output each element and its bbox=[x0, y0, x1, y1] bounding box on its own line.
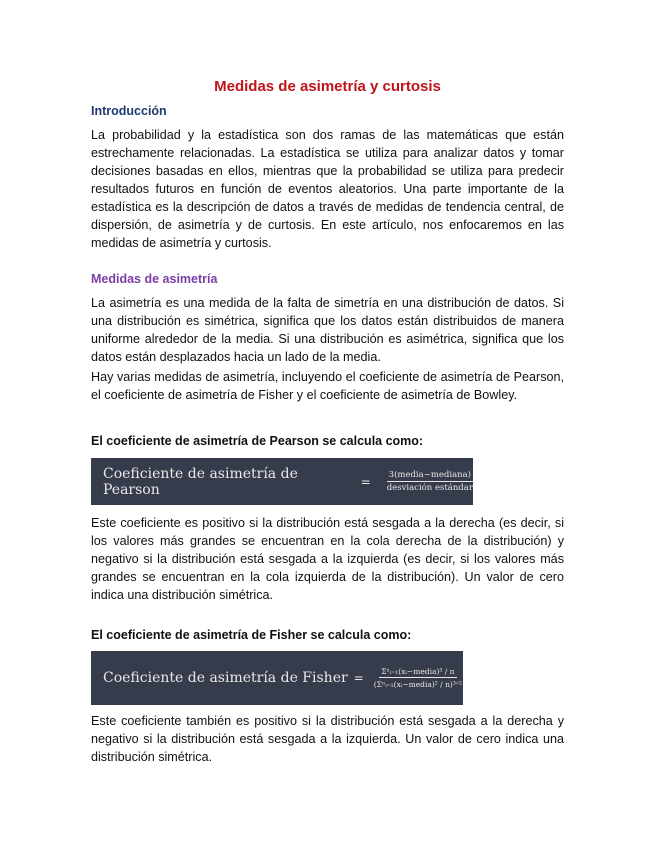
pearson-paragraph: Este coeficiente es positivo si la distribución está sesgada a la derecha (es decir, si los valores más grandes se encuentran en la cola derecha de la distribución) y negativo si la distribución está sesgada a la izquierda (es decir, si los valores más grandes se encuentran en la cola izquierda de la distribución). Un valor de cero indica una distribución simétrica. bbox=[91, 516, 564, 602]
asimetria-heading: Medidas de asimetría bbox=[91, 272, 218, 286]
pearson-formula-label: Coeficiente de asimetría de Pearson bbox=[103, 465, 298, 498]
document-title: Medidas de asimetría y curtosis bbox=[214, 78, 441, 95]
intro-heading: Introducción bbox=[91, 104, 167, 118]
fisher-formula-equals: = bbox=[353, 671, 364, 685]
pearson-formula-numerator: 3(media−mediana) bbox=[388, 470, 471, 480]
fisher-formula-denominator: (Σⁿᵢ₌₁(xᵢ−media)² / n)³ᐟ² bbox=[373, 680, 463, 689]
fisher-formula-image bbox=[91, 651, 463, 705]
fisher-formula-label: Coeficiente de asimetría de Fisher bbox=[103, 670, 348, 686]
fisher-heading: El coeficiente de asimetría de Fisher se calcula como: bbox=[91, 628, 412, 642]
fisher-formula-fraction bbox=[374, 667, 462, 689]
asimetria-paragraph-1: La asimetría es una medida de la falta de simetría en una distribución de datos. Si una distribución es simétrica, significa que los datos están distribuidos de manera uniforme alrededor de la media. Si una distribución es asimétrica, significa que los datos están desplazados hacia un lado de la media. bbox=[91, 296, 564, 364]
fisher-formula-numerator: Σⁿᵢ₌₁(xᵢ−media)³ / n bbox=[381, 667, 455, 676]
asimetria-paragraph-2: Hay varias medidas de asimetría, incluyendo el coeficiente de asimetría de Pearson, el coeficiente de asimetría de Fisher y el coeficiente de asimetría de Bowley. bbox=[91, 370, 564, 402]
pearson-heading: El coeficiente de asimetría de Pearson se calcula como: bbox=[91, 434, 424, 448]
intro-paragraph: La probabilidad y la estadística son dos ramas de las matemáticas que están estrechamente relacionadas. La estadística se utiliza para analizar datos y tomar decisiones basadas en ellos, mientras que la probabilidad se utiliza para predecir resultados futuros en función de eventos aleatorios. Una parte importante de la estadística es la descripción de datos a través de medidas de tendencia central, de dispersión, de asimetría y de curtosis. En este artículo, nos enfocaremos en las medidas de asimetría y curtosis. bbox=[91, 128, 564, 250]
pearson-formula-fraction bbox=[387, 470, 473, 493]
pearson-formula-denominator: desviación estándar bbox=[386, 483, 473, 493]
pearson-formula-equals: = bbox=[360, 474, 371, 489]
pearson-formula-image bbox=[91, 458, 473, 505]
fisher-paragraph: Este coeficiente también es positivo si la distribución está sesgada a la derecha y negativo si la distribución está sesgada a la izquierda. Un valor de cero indica una distribución simétrica. bbox=[91, 714, 564, 764]
